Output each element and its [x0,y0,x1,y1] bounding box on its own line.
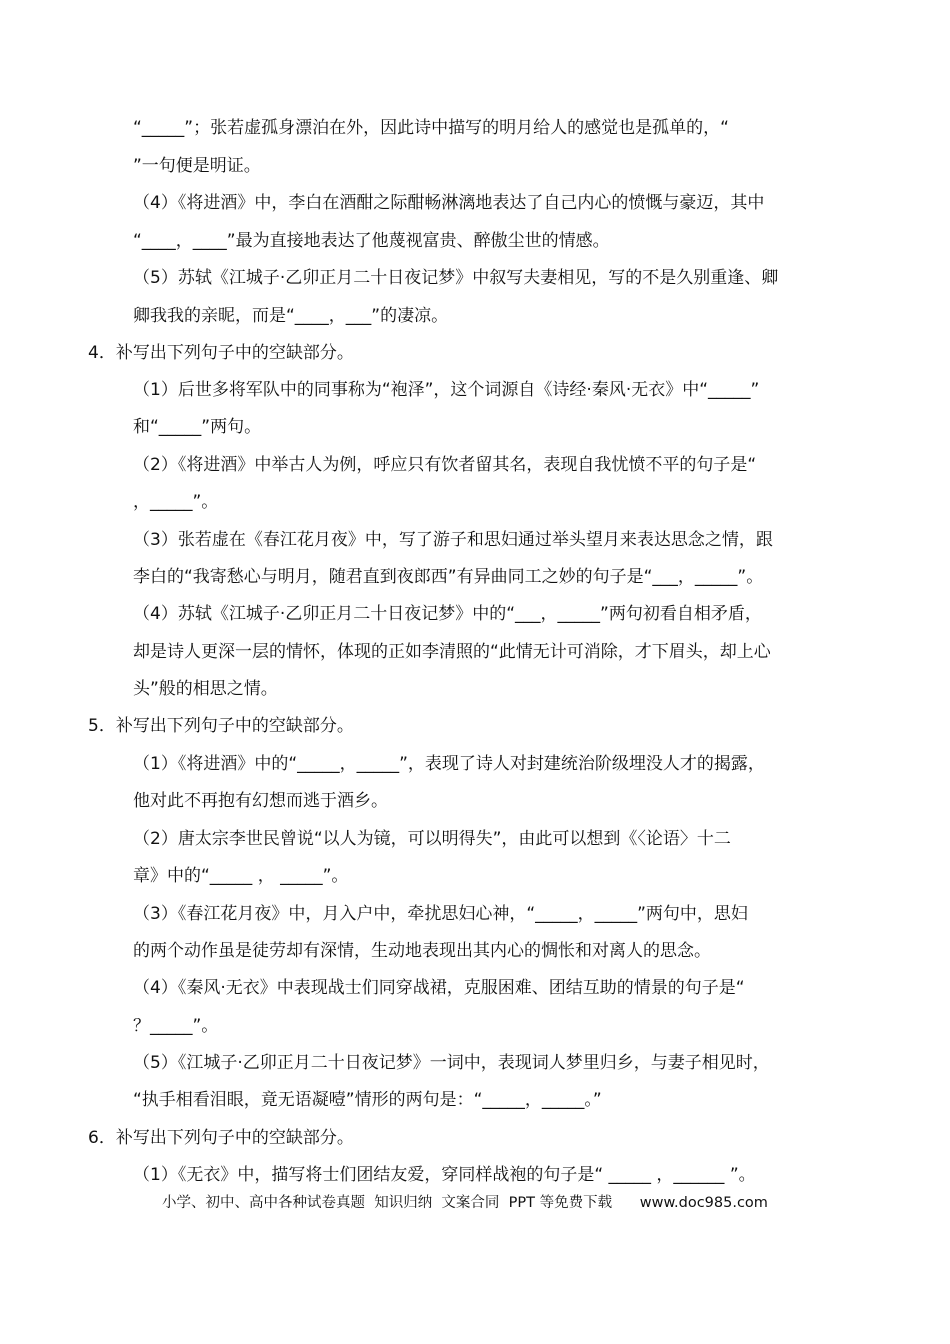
text-line-3: （4）《将进酒》中，李白在酒酣之际酣畅淋漓地表达了自己内心的愤慨与豪迈，其中 [133,193,765,213]
text-line-2: ”一句便是明证。 [133,156,261,176]
text-line-9: 和“_____”两句。 [133,417,262,437]
text-line-26: （5）《江城子·乙卯正月二十日夜记梦》一词中，表现词人梦里归乡，与妻子相见时， [133,1053,770,1073]
text-line-13: 李白的“我寄愁心与明月，随君直到夜郎西”有异曲同工之妙的句子是“___，_____”。 [133,567,764,587]
text-line-21: 章》中的“_____ ， _____”。 [133,866,349,886]
text-line-12: （3）张若虚在《春江花月夜》中，写了游子和思妇通过举头望月来表达思念之情，跟 [133,530,773,550]
text-line-1: “_____”；张若虚孤身漂泊在外，因此诗中描写的明月给人的感觉也是孤单的，“ [133,118,729,138]
text-line-19: 他对此不再抱有幻想而逃于酒乡。 [133,791,388,811]
text-line-16: 头”般的相思之情。 [133,679,278,699]
text-line-18: （1）《将进酒》中的“_____，_____”，表现了诗人对封建统治阶级埋没人才的揭露， [133,754,765,774]
text-line-14: （4）苏轼《江城子·乙卯正月二十日夜记梦》中的“___，_____”两句初看自相矛盾， [133,604,762,624]
text-line-22: （3）《春江花月夜》中，月入户中，牵扰思妇心神，“_____，_____”两句中，思妇 [133,904,748,924]
question-heading-5: 5．补写出下列句子中的空缺部分。 [88,716,354,736]
text-line-20: （2）唐太宗李世民曾说“以人为镜，可以明得失”，由此可以想到《〈论语〉十二 [133,829,731,849]
question-heading-6: 6．补写出下列句子中的空缺部分。 [88,1128,354,1148]
text-line-6: 卿我我的亲昵，而是“____，___”的凄凉。 [133,306,449,326]
text-line-25: ？_____”。 [133,1016,219,1036]
text-line-27: “执手相看泪眼，竟无语凝噎”情形的两句是：“_____，_____。” [133,1090,602,1110]
text-line-5: （5）苏轼《江城子·乙卯正月二十日夜记梦》中叙写夫妻相见，写的不是久别重逢、卿 [133,268,779,288]
text-line-10: （2）《将进酒》中举古人为例，呼应只有饮者留其名，表现自我忧愤不平的句子是“ [133,455,757,475]
page-footer: 小学、初中、高中各种试卷真题 知识归纳 文案合同 PPT 等免费下载 www.doc985.com [162,1195,768,1211]
question-heading-4: 4．补写出下列句子中的空缺部分。 [88,343,354,363]
text-line-15: 却是诗人更深一层的情怀，体现的正如李清照的“此情无计可消除，才下眉头，却上心 [133,642,771,662]
text-line-11: ，_____”。 [133,492,219,512]
text-line-29: （1）《无衣》中，描写将士们团结友爱，穿同样战袍的句子是“ _____ ，______ ”。 [133,1165,756,1185]
text-line-24: （4）《秦风·无衣》中表现战士们同穿战裙，克服困难、团结互助的情景的句子是“ [133,978,745,998]
text-line-4: “____，____”最为直接地表达了他蔑视富贵、醉傲尘世的情感。 [133,231,610,251]
text-line-23: 的两个动作虽是徒劳却有深情，生动地表现出其内心的惆怅和对离人的思念。 [133,941,711,961]
text-line-8: （1）后世多将军队中的同事称为“袍泽”，这个词源自《诗经·秦风·无衣》中“_____” [133,380,760,400]
